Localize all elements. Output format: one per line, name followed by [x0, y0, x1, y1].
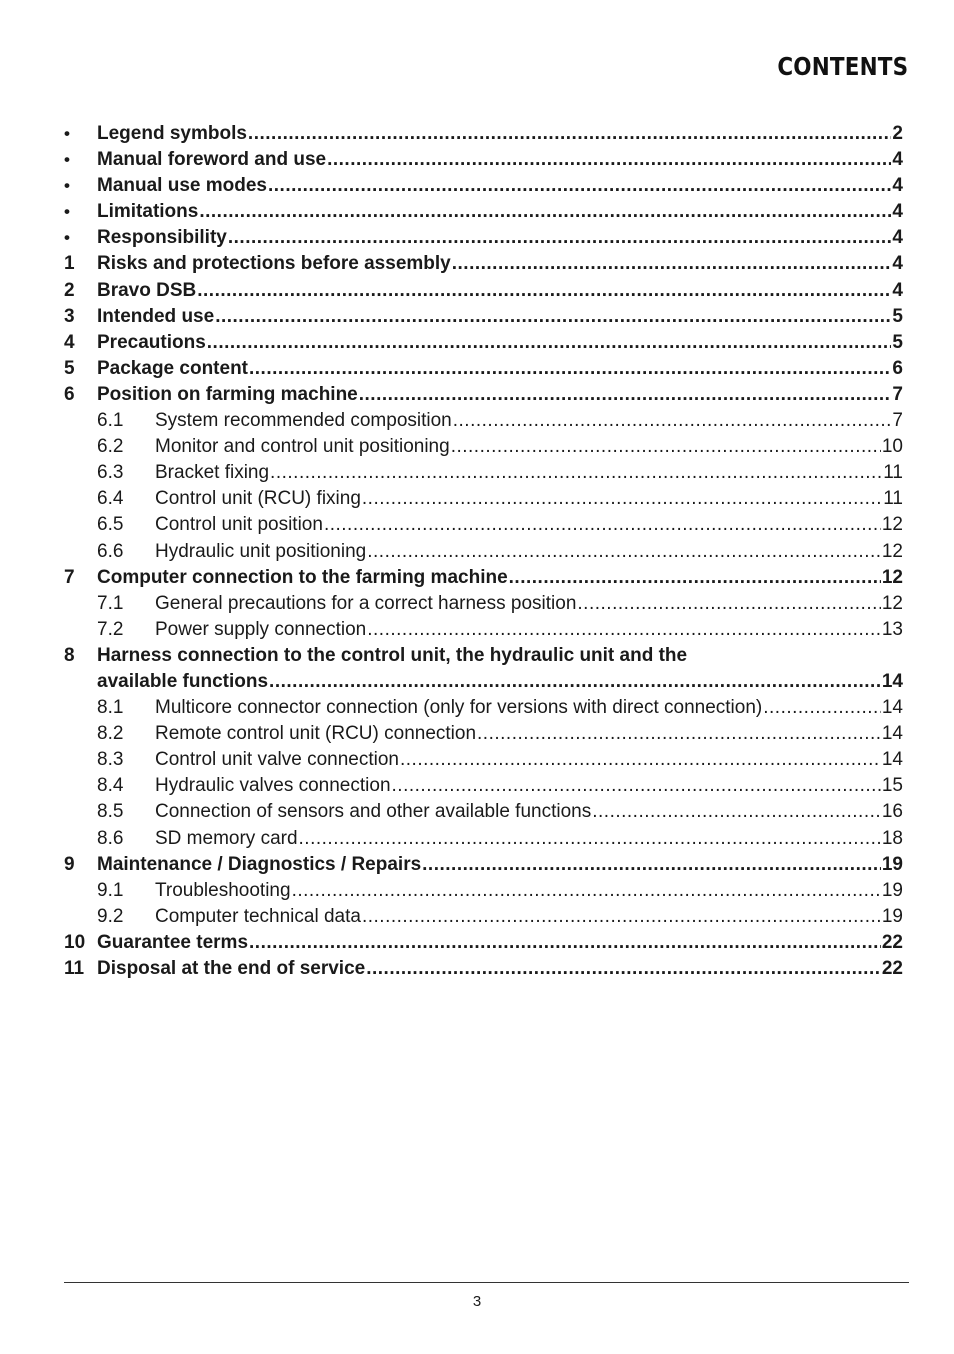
- toc-entry-label: Remote control unit (RCU) connection: [155, 723, 477, 745]
- toc-entry-label: Precautions: [97, 331, 206, 353]
- toc-dot-leader: [299, 826, 881, 852]
- toc-entry-label: Multicore connector connection (only for versions with direct connection): [155, 697, 763, 719]
- toc-entry-number: 5: [64, 357, 75, 379]
- toc-entry-number: 6.4: [97, 488, 124, 510]
- toc-entry[interactable]: [64, 695, 903, 721]
- toc-entry-number: •: [64, 124, 70, 143]
- toc-dot-leader: [509, 565, 881, 591]
- toc-entry-label: Package content: [97, 357, 248, 379]
- toc-entry-page: 13: [881, 618, 903, 640]
- toc-entry-label: Control unit (RCU) fixing: [155, 488, 361, 510]
- toc-entry[interactable]: [64, 304, 903, 330]
- toc-entry-page: 14: [881, 723, 903, 745]
- toc-entry-number: 4: [64, 331, 75, 353]
- toc-entry[interactable]: [64, 721, 903, 747]
- toc-entry[interactable]: [64, 826, 903, 852]
- toc-dot-leader: [367, 539, 881, 565]
- toc-entry-label: Responsibility: [97, 227, 227, 249]
- toc-dot-leader: [392, 773, 881, 799]
- toc-dot-leader: [592, 799, 881, 825]
- toc-entry-page: 19: [881, 853, 903, 875]
- toc-entry-page: 18: [881, 827, 903, 849]
- toc-entry[interactable]: [64, 199, 903, 225]
- toc-dot-leader: [577, 591, 880, 617]
- toc-entry-label: Bracket fixing: [155, 462, 270, 484]
- toc-entry-page: 12: [881, 592, 903, 614]
- toc-entry-page: 2: [892, 123, 903, 144]
- toc-entry-label: Legend symbols: [97, 123, 247, 144]
- toc-entry-number: 1: [64, 253, 75, 275]
- toc-entry[interactable]: [64, 617, 903, 643]
- toc-entry[interactable]: [64, 773, 903, 799]
- toc-entry-number: 8.6: [97, 827, 124, 849]
- toc-entry-label: SD memory card: [155, 827, 298, 849]
- toc-dot-leader: [268, 173, 891, 199]
- toc-entry-number: 6.3: [97, 462, 124, 484]
- toc-entry-label: available functions: [97, 670, 269, 692]
- toc-entry-page: 16: [881, 801, 903, 823]
- toc-dot-leader: [362, 904, 881, 930]
- toc-entry-label: Intended use: [97, 305, 215, 327]
- toc-entry-label: Computer technical data: [155, 905, 361, 927]
- table-of-contents: [64, 121, 903, 982]
- toc-entry-page: 5: [892, 331, 903, 353]
- toc-entry-number: •: [64, 228, 70, 248]
- toc-entry-page: 4: [892, 227, 903, 249]
- toc-entry-page: 12: [881, 540, 903, 562]
- toc-entry[interactable]: [64, 930, 903, 956]
- toc-entry-label: Disposal at the end of service: [97, 958, 366, 979]
- toc-entry-number: 7.2: [97, 618, 124, 640]
- toc-entry-number: 3: [64, 305, 75, 327]
- toc-entry-label: System recommended composition: [155, 410, 452, 432]
- toc-dot-leader: [452, 251, 892, 277]
- toc-dot-leader: [249, 356, 891, 382]
- toc-entry-label: Control unit valve connection: [155, 749, 399, 771]
- toc-entry-page: 12: [881, 514, 903, 536]
- toc-entry[interactable]: [64, 669, 903, 695]
- toc-entry[interactable]: [64, 591, 903, 617]
- toc-entry-page: 4: [892, 253, 903, 275]
- toc-entry-number: 7.1: [97, 592, 124, 614]
- toc-entry[interactable]: [64, 121, 903, 147]
- toc-entry-number: 6: [64, 383, 75, 405]
- toc-entry-number: 8: [64, 644, 75, 666]
- toc-dot-leader: [228, 225, 892, 251]
- toc-entry[interactable]: [64, 147, 903, 173]
- toc-dot-leader: [324, 512, 881, 538]
- toc-dot-leader: [453, 408, 892, 434]
- toc-entry[interactable]: [64, 330, 903, 356]
- toc-entry-label: Computer connection to the farming machine: [97, 566, 508, 588]
- toc-entry-label: Harness connection to the control unit, the hydraulic unit and the: [97, 644, 688, 666]
- toc-entry[interactable]: [64, 251, 903, 277]
- toc-entry-page: 4: [892, 201, 903, 223]
- toc-entry[interactable]: [64, 225, 903, 251]
- toc-entry-label: Hydraulic unit positioning: [155, 540, 367, 562]
- toc-entry-number: 6.2: [97, 436, 124, 458]
- toc-dot-leader: [207, 330, 892, 356]
- toc-entry-number: 8.4: [97, 775, 124, 797]
- toc-entry-number: 8.5: [97, 801, 124, 823]
- page-title: CONTENTS: [777, 52, 908, 81]
- toc-entry-page: 12: [881, 566, 903, 588]
- toc-entry-number: 2: [64, 279, 75, 301]
- toc-entry-page: 15: [881, 775, 903, 797]
- toc-entry-label: Maintenance / Diagnostics / Repairs: [97, 853, 422, 875]
- toc-entry-page: 10: [881, 436, 903, 458]
- toc-entry-page: 4: [892, 175, 903, 197]
- toc-dot-leader: [327, 147, 891, 173]
- toc-entry[interactable]: [64, 512, 903, 538]
- toc-dot-leader: [249, 930, 881, 956]
- toc-dot-leader: [477, 721, 881, 747]
- toc-entry-label: Power supply connection: [155, 618, 367, 640]
- toc-entry-page: 5: [892, 305, 903, 327]
- toc-entry-label: Limitations: [97, 201, 199, 223]
- toc-entry[interactable]: [64, 434, 903, 460]
- toc-entry-label: Guarantee terms: [97, 931, 249, 953]
- toc-dot-leader: [199, 199, 891, 225]
- toc-entry[interactable]: [64, 747, 903, 773]
- toc-dot-leader: [292, 878, 881, 904]
- footer-divider: [64, 1282, 909, 1283]
- toc-entry-page: 14: [881, 749, 903, 771]
- toc-entry-page: 4: [892, 149, 903, 171]
- toc-entry-page: 4: [892, 279, 903, 301]
- toc-entry[interactable]: [64, 356, 903, 382]
- toc-entry-label: Monitor and control unit positioning: [155, 436, 450, 458]
- toc-entry-number: •: [64, 150, 70, 170]
- toc-entry-label: Bravo DSB: [97, 279, 197, 301]
- toc-entry-label: General precautions for a correct harness position: [155, 592, 577, 614]
- toc-dot-leader: [422, 852, 881, 878]
- toc-entry-label: Position on farming machine: [97, 383, 358, 405]
- toc-entry-label: Risks and protections before assembly: [97, 253, 451, 275]
- toc-entry-number: 9.2: [97, 905, 124, 927]
- toc-entry-label: Troubleshooting: [155, 879, 291, 901]
- toc-entry-page: 19: [881, 879, 903, 901]
- toc-dot-leader: [763, 695, 881, 721]
- toc-dot-leader: [366, 956, 881, 982]
- toc-entry-number: 6.6: [97, 540, 124, 562]
- toc-entry-number: 8.3: [97, 749, 124, 771]
- toc-entry[interactable]: [64, 408, 903, 434]
- toc-entry-number: 11: [64, 958, 85, 979]
- toc-entry[interactable]: [64, 382, 903, 408]
- toc-dot-leader: [270, 460, 882, 486]
- toc-entry[interactable]: [64, 173, 903, 199]
- toc-dot-leader: [197, 278, 891, 304]
- toc-dot-leader: [400, 747, 881, 773]
- toc-dot-leader: [269, 669, 881, 695]
- toc-entry-page: 22: [881, 958, 903, 979]
- toc-entry[interactable]: [64, 643, 903, 669]
- toc-entry-number: 9.1: [97, 879, 124, 901]
- toc-entry-label: Hydraulic valves connection: [155, 775, 391, 797]
- toc-entry-number: 6.1: [97, 410, 124, 432]
- toc-entry-label: Manual foreword and use: [97, 149, 327, 171]
- toc-entry[interactable]: [64, 539, 903, 565]
- toc-entry-page: 7: [892, 410, 903, 432]
- toc-entry-page: 14: [881, 697, 903, 719]
- toc-entry-page: 11: [883, 462, 903, 484]
- toc-dot-leader: [362, 486, 882, 512]
- toc-entry-page: 11: [883, 488, 903, 510]
- toc-entry-page: 22: [881, 931, 903, 953]
- toc-entry-number: 9: [64, 853, 75, 875]
- toc-entry-number: 10: [64, 931, 86, 953]
- toc-dot-leader: [367, 617, 881, 643]
- toc-entry-label: Control unit position: [155, 514, 323, 536]
- toc-entry-label: Manual use modes: [97, 175, 267, 197]
- toc-entry[interactable]: [64, 956, 903, 982]
- toc-entry[interactable]: [64, 799, 903, 825]
- toc-entry[interactable]: [64, 278, 903, 304]
- toc-entry[interactable]: [64, 904, 903, 930]
- toc-entry[interactable]: [64, 486, 903, 512]
- toc-entry[interactable]: [64, 460, 903, 486]
- toc-entry-page: 6: [892, 357, 903, 379]
- toc-entry-page: 7: [892, 383, 903, 405]
- toc-entry-number: 8.2: [97, 723, 124, 745]
- page-number: 3: [472, 1293, 482, 1310]
- toc-entry-number: •: [64, 176, 70, 196]
- toc-entry[interactable]: [64, 565, 903, 591]
- toc-entry-page: 19: [881, 905, 903, 927]
- toc-entry[interactable]: [64, 878, 903, 904]
- toc-entry[interactable]: [64, 852, 903, 878]
- toc-entry-number: 8.1: [97, 697, 124, 719]
- toc-dot-leader: [451, 434, 881, 460]
- toc-dot-leader: [359, 382, 892, 408]
- toc-entry-number: 7: [64, 566, 75, 588]
- toc-dot-leader: [248, 121, 892, 147]
- toc-dot-leader: [215, 304, 891, 330]
- toc-entry-page: 14: [881, 670, 903, 692]
- toc-entry-number: •: [64, 202, 70, 222]
- toc-entry-label: Connection of sensors and other available functions: [155, 801, 592, 823]
- toc-entry-number: 6.5: [97, 514, 124, 536]
